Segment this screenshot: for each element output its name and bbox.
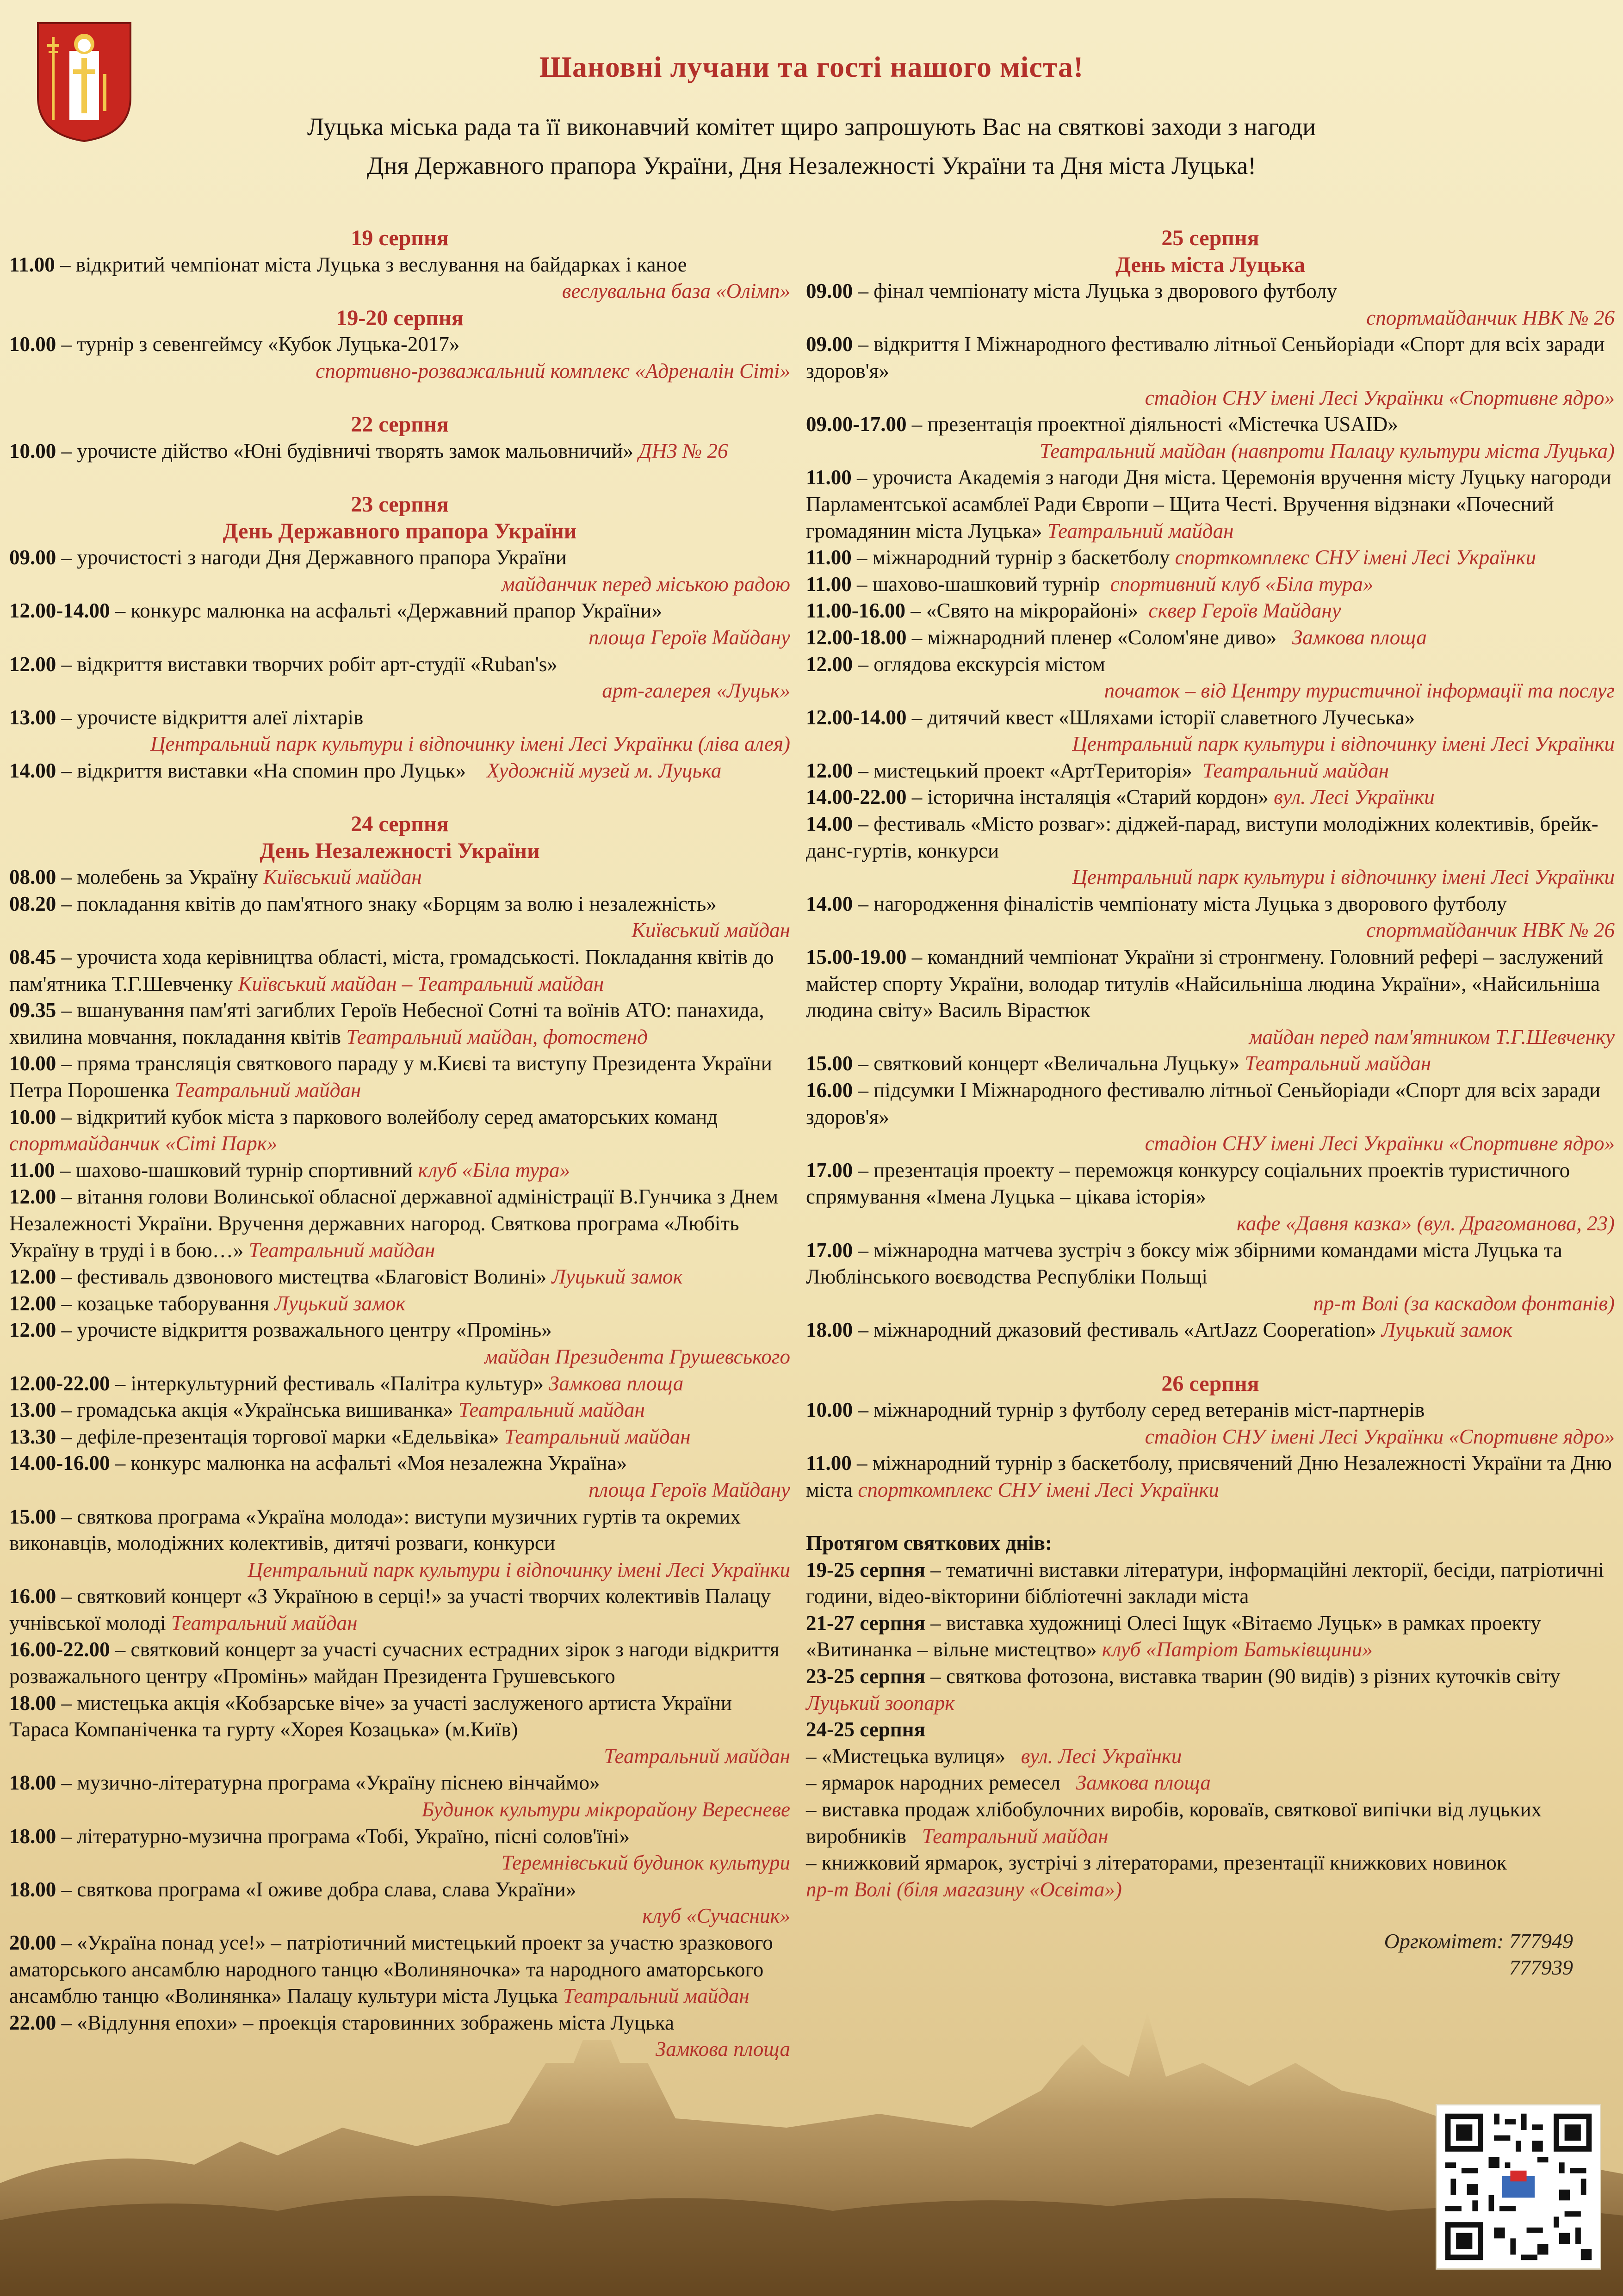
event-item: 11.00 – міжнародний турнір з баскетболу, присвячений Дню Незалежності України та Дню міста спорткомплекс СНУ імені Лесі Українки: [806, 1451, 1612, 1501]
date-heading: 26 серпня: [1161, 1371, 1259, 1396]
event-item: 09.00 – урочистості з нагоди Дня Державного прапора України: [9, 546, 567, 569]
event-item: 22.00 – «Відлуння епохи» – проекція старовинних зображень міста Луцька: [9, 2011, 674, 2034]
right-column: [806, 225, 1615, 1903]
event-place: майдан перед пам'ятником Т.Г.Шевченку: [1249, 1025, 1615, 1049]
event-item: 12.00-14.00 – дитячий квест «Шляхами історії славетного Лучеська»: [806, 705, 1415, 729]
event-item: 10.00 – пряма трансляція святкового параду у м.Києві та виступу Президента України Петра Порошенка Театральний майдан: [9, 1052, 772, 1102]
event-item: 18.00 – міжнародний джазовий фестиваль «ArtJazz Cooperation» Луцький замок: [806, 1318, 1512, 1342]
event-item: 11.00 – шахово-шашковий турнір спортивний клуб «Біла тура»: [9, 1158, 570, 1182]
event-place: Будинок культури мікрорайону Вересневе: [421, 1798, 790, 1821]
event-item: 14.00 – відкриття виставки «На спомин про Луцьк» Художній музей м. Луцька: [9, 759, 722, 782]
event-item: 08.20 – покладання квітів до пам'ятного знаку «Борцям за волю і незалежність»: [9, 892, 717, 915]
event-item: 14.00 – нагородження фіналістів чемпіонату міста Луцька з дворового футболу: [806, 892, 1507, 915]
event-place: спортивно-розважальний комплекс «Адреналін Сіті»: [316, 359, 790, 383]
event-place: спортмайданчик НВК № 26: [1366, 919, 1615, 942]
event-place: майданчик перед міською радою: [502, 572, 790, 596]
event-item: 23-25 серпня – святкова фотозона, виставка тварин (90 видів) з різних куточків світу Луцький зоопарк: [806, 1665, 1561, 1715]
event-place: пр-т Волі (за каскадом фонтанів): [1313, 1291, 1615, 1315]
date-heading: 19 серпня: [351, 226, 449, 250]
event-place: стадіон СНУ імені Лесі Українки «Спортивне ядро»: [1145, 386, 1615, 409]
page-title: Шановні лучани та гості нашого міста!: [539, 50, 1084, 83]
event-item: 19-25 серпня – тематичні виставки літератури, інформаційні лекторії, бесіди, патріотичні години, відео-вікторини бібліотечні заклади міста: [806, 1558, 1604, 1608]
event-item: 17.00 – презентація проекту – переможця конкурсу соціальних проектів туристичного спрямування «Імена Луцька – цікава історія»: [806, 1158, 1570, 1209]
event-item: 12.00-18.00 – міжнародний пленер «Солом'яне диво» Замкова площа: [806, 625, 1427, 649]
event-item: 12.00-22.00 – інтеркультурний фестиваль «Палітра культур» Замкова площа: [9, 1371, 684, 1395]
event-place: стадіон СНУ імені Лесі Українки «Спортивне ядро»: [1145, 1425, 1615, 1448]
event-item: 15.00-19.00 – командний чемпіонат України зі стронгмену. Головний рефері – заслужений майстер спорту України, володар титулів «Найсильніша людина України», «Найсильніша людина світу» Василь Вірастюк: [806, 945, 1603, 1022]
date-heading: 19-20 серпня: [336, 305, 464, 330]
event-place: клуб «Сучасник»: [642, 1904, 790, 1928]
event-place: площа Героїв Майдану: [588, 625, 790, 649]
event-item: 10.00 – турнір з севенгеймсу «Кубок Луцька-2017»: [9, 333, 460, 356]
event-subitem: – ярмарок народних ремесел Замкова площа: [806, 1771, 1211, 1795]
left-column: [9, 225, 790, 2063]
event-place: Замкова площа: [655, 2037, 790, 2061]
section-heading: Протягом святкових днів:: [806, 1531, 1052, 1555]
event-place: початок – від Центру туристичної інформації та послуг: [1104, 679, 1615, 703]
event-item: 18.00 – святкова програма «І оживе добра слава, слава України»: [9, 1877, 576, 1901]
event-item: 11.00 – урочиста Академія з нагоди Дня міста. Церемонія вручення місту Луцьку нагороди Парламентської асамблеї Ради Європи – Щита Честі. Вручення відзнаки «Почесний громадянин міста Луцька» Театральний майдан: [806, 466, 1611, 543]
event-place: спортмайданчик «Сіті Парк»: [9, 1132, 278, 1155]
event-place: арт-галерея «Луцьк»: [602, 679, 790, 703]
event-place: Київський майдан: [632, 919, 790, 942]
date-heading: 23 серпня: [351, 492, 449, 517]
event-place: веслувальна база «Олімп»: [562, 279, 790, 303]
date-heading: 25 серпня: [1161, 226, 1259, 250]
event-place: майдан Президента Грушевського: [484, 1345, 790, 1368]
event-item: 18.00 – мистецька акція «Кобзарське віче» за участі заслуженого артиста України Тараса Компаніченка та гурту «Хорея Козацька» (м.Київ): [9, 1691, 732, 1741]
org-phone-1: Оргкомітет: 777949: [1384, 1929, 1573, 1953]
event-item: 11.00 – відкритий чемпіонат міста Луцька з веслування на байдарках і каное: [9, 253, 687, 276]
event-item: 13.00 – урочисте відкриття алеї ліхтарів: [9, 705, 364, 729]
event-item: 09.00 – фінал чемпіонату міста Луцька з дворового футболу: [806, 279, 1338, 303]
event-place: площа Героїв Майдану: [588, 1478, 790, 1501]
event-item: 10.00 – відкритий кубок міста з паркового волейболу серед аматорських команд: [9, 1105, 718, 1129]
event-item: 20.00 – «Україна понад усе!» – патріотичний мистецький проект за участю зразкового аматорського ансамблю народного танцю «Волиняночка» та народного аматорського ансамблю танцю «Волинянка» Палацу культури міста Луцька Театральний майдан: [9, 1931, 773, 2008]
date-heading: 22 серпня: [351, 412, 449, 437]
city-skyline-image: [0, 1924, 1623, 2296]
event-item: 13.00 – громадська акція «Українська вишиванка» Театральний майдан: [9, 1398, 645, 1422]
event-place: Центральний парк культури і відпочинку імені Лесі Українки: [1072, 732, 1615, 756]
event-item: 13.30 – дефіле-презентація торгової марки «Едельвіка» Театральний майдан: [9, 1425, 691, 1448]
event-place: стадіон СНУ імені Лесі Українки «Спортивне ядро»: [1145, 1132, 1615, 1155]
event-place: Театральний майдан (навпроти Палацу культури міста Луцька): [1039, 439, 1615, 463]
event-item: 12.00 – відкриття виставки творчих робіт арт-студії «Ruban's»: [9, 652, 558, 676]
event-item: 09.00 – відкриття І Міжнародного фестивалю літньої Сеньйоріади «Спорт для всіх заради здоров'я»: [806, 333, 1605, 383]
event-item: 12.00 – козацьке таборування Луцький замок: [9, 1291, 406, 1315]
event-place: кафе «Давня казка» (вул. Драгоманова, 23): [1236, 1211, 1615, 1235]
event-item: 12.00-14.00 – конкурс малюнка на асфальті «Державний прапор України»: [9, 599, 662, 623]
event-item: 12.00 – фестиваль дзвонового мистецтва «Благовіст Волині» Луцький замок: [9, 1265, 683, 1289]
event-item: 18.00 – літературно-музична програма «Тобі, Україно, пісні солов'їні»: [9, 1824, 630, 1848]
event-item: 09.00-17.00 – презентація проектної діяльності «Містечка USAID»: [806, 413, 1398, 436]
intro-line-2: Дня Державного прапора України, Дня Незалежності України та Дня міста Луцька!: [366, 152, 1257, 179]
day-subtitle: День Державного прапора України: [223, 518, 577, 543]
event-place: Центральний парк культури і відпочинку імені Лесі Українки: [1072, 865, 1615, 889]
event-place: Центральний парк культури і відпочинку імені Лесі Українки (ліва алея): [150, 732, 790, 756]
event-item: 15.00 – святкова програма «Україна молода»: виступи музичних гуртів та окремих виконавців, молодіжних колективів, дитячі розваги, конкурси: [9, 1505, 741, 1555]
org-phone-2: 777939: [1509, 1956, 1573, 1979]
event-item: 12.00 – вітання голови Волинської обласної державної адміністрації В.Гунчика з Днем Незалежності України. Вручення державних нагород. Святкова програма «Любіть Україну в труді і в бою…» Театральний майдан: [9, 1185, 778, 1262]
event-item: 17.00 – міжнародна матчева зустріч з боксу між збірними командами міста Луцька та Люблінського воєводства Республіки Польщі: [806, 1238, 1562, 1289]
event-item: 10.00 – урочисте дійство «Юні будівничі творять замок мальовничий» ДНЗ № 26: [9, 439, 728, 463]
event-item: 11.00 – міжнародний турнір з баскетболу спорткомплекс СНУ імені Лесі Українки: [806, 546, 1536, 569]
event-place: Теремнівський будинок культури: [501, 1851, 790, 1875]
event-place: спортмайданчик НВК № 26: [1366, 306, 1615, 329]
event-subitem: – «Мистецька вулиця» вул. Лесі Українки: [806, 1744, 1182, 1768]
event-item: 14.00-22.00 – історична інсталяція «Старий кордон» вул. Лесі Українки: [806, 785, 1435, 809]
event-item: 12.00 – оглядова екскурсія містом: [806, 652, 1105, 676]
intro-line-1: Луцька міська рада та її виконавчий комітет щиро запрошують Вас на святкові заходи з нагоди: [307, 113, 1316, 141]
event-item: 15.00 – святковий концерт «Величальна Луцьку» Театральний майдан: [806, 1052, 1431, 1075]
event-item: 16.00-22.00 – святковий концерт за участі сучасних естрадних зірок з нагоди відкриття розважального центру «Промінь» майдан Президента Грушевського: [9, 1638, 780, 1688]
event-item: 10.00 – міжнародний турнір з футболу серед ветеранів міст-партнерів: [806, 1398, 1425, 1422]
date-heading: 24 серпня: [351, 812, 449, 837]
intro-text: [139, 107, 1484, 185]
event-item: 09.35 – вшанування пам'яті загиблих Героїв Небесної Сотні та воїнів АТО: панахида, хвилина мовчання, покладання квітів Театральний майдан, фотостенд: [9, 999, 764, 1049]
event-item: 12.00 – урочисте відкриття розважального центру «Промінь»: [9, 1318, 552, 1342]
event-item: 08.45 – урочиста хода керівництва області, міста, громадськості. Покладання квітів до пам'ятника Т.Г.Шевченку Київський майдан – Театральний майдан: [9, 945, 774, 995]
event-place: Театральний майдан: [604, 1744, 790, 1768]
event-item: 14.00 – фестиваль «Місто розваг»: діджей-парад, виступи молодіжних колективів, брейк-данс-гуртів, конкурси: [806, 812, 1598, 862]
event-item: 11.00-16.00 – «Свято на мікрорайоні» сквер Героїв Майдану: [806, 599, 1341, 623]
event-item: 16.00 – святковий концерт «З Україною в серці!» за участі творчих колективів Палацу учнівської молоді Театральний майдан: [9, 1585, 771, 1635]
event-item: 18.00 – музично-літературна програма «Україну піснею вінчаймо»: [9, 1771, 600, 1795]
event-subitem: – книжковий ярмарок, зустрічі з літераторами, презентації книжкових новинок: [806, 1851, 1507, 1875]
event-place: пр-т Волі (біля магазину «Освіта»): [806, 1877, 1122, 1901]
event-item: 21-27 серпня – виставка художниці Олесі Іщук «Вітаємо Луцьк» в рамках проекту «Витинанка – вільне мистецтво» клуб «Патріот Батьківщини»: [806, 1611, 1541, 1661]
event-item: 11.00 – шахово-шашковий турнір спортивний клуб «Біла тура»: [806, 572, 1374, 596]
event-item: 12.00 – мистецький проект «АртТериторія» Театральний майдан: [806, 759, 1389, 782]
event-place: Центральний парк культури і відпочинку імені Лесі Українки: [248, 1558, 790, 1581]
day-subtitle: День міста Луцька: [1115, 252, 1305, 277]
qr-code-icon: [1437, 2105, 1600, 2268]
event-subitem: – виставка продаж хлібобулочних виробів, короваїв, святкової випічки від луцьких виробників Театральний майдан: [806, 1798, 1542, 1848]
event-item: 14.00-16.00 – конкурс малюнка на асфальті «Моя незалежна Україна»: [9, 1451, 627, 1475]
day-subtitle: День Незалежності України: [260, 838, 540, 863]
event-item: 24-25 серпня: [806, 1718, 925, 1741]
event-item: 08.00 – молебень за Україну Київський майдан: [9, 865, 422, 889]
event-item: 16.00 – підсумки І Міжнародного фестивалю літньої Сеньйоріади «Спорт для всіх заради здоров'я»: [806, 1079, 1601, 1129]
